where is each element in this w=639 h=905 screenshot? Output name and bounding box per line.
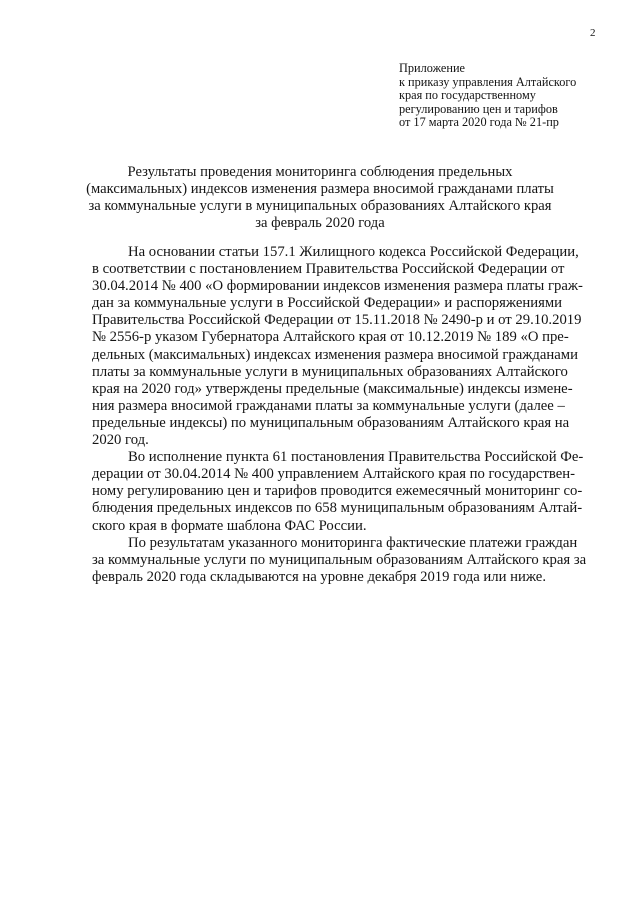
paragraph-line: дерации от 30.04.2014 № 400 управлением Алтайского края по государствен- — [92, 466, 576, 483]
paragraph-results — [92, 534, 587, 586]
page-number: 2 — [590, 27, 596, 39]
appendix-line: регулированию цен и тарифов — [399, 101, 558, 116]
paragraph-line: ского края в формате шаблона ФАС России. — [92, 517, 367, 534]
paragraph-line: платы за коммунальные услуги в муниципальных образованиях Алтайского — [92, 363, 568, 380]
paragraph-line: блюдения предельных индексов по 658 муниципальным образованиям Алтай- — [92, 500, 583, 517]
appendix-header — [399, 62, 619, 130]
paragraph-line: 30.04.2014 № 400 «О формировании индексов изменения размера платы граж- — [92, 278, 583, 295]
document-title — [80, 164, 560, 232]
paragraph-line: дельных (максимальных) индексах изменения размера вносимой гражданами — [92, 346, 578, 363]
title-line: Результаты проведения мониторинга соблюдения предельных — [127, 164, 513, 180]
title-line: (максимальных) индексов изменения размера вносимой гражданами платы — [86, 181, 554, 197]
paragraph-line: Правительства Российской Федерации от 15.11.2018 № 2490-р и от 29.10.2019 — [92, 312, 582, 329]
paragraph-line: в соответствии с постановлением Правительства Российской Федерации от — [92, 261, 565, 278]
paragraph-line: Во исполнение пункта 61 постановления Правительства Российской Фе- — [128, 449, 584, 466]
paragraph-line: ния размера вносимой гражданами платы за коммунальные услуги (далее – — [92, 397, 565, 414]
appendix-line: от 17 марта 2020 года № 21-пр — [399, 115, 559, 130]
appendix-line: Приложение — [399, 61, 465, 75]
paragraph-legal-basis — [92, 244, 583, 449]
document-body — [92, 244, 587, 586]
paragraph-line: дан за коммунальные услуги в Российской Федерации» и распоряжениями — [92, 295, 562, 312]
paragraph-line: предельные индексы) по муниципальным образованиям Алтайского края на — [92, 414, 570, 431]
paragraph-line: По результатам указанного мониторинга фактические платежи граждан — [128, 534, 578, 551]
paragraph-line: 2020 год. — [92, 432, 149, 449]
paragraph-line: за коммунальные услуги по муниципальным образованиям Алтайского края за — [92, 551, 587, 568]
paragraph-line: февраль 2020 года складываются на уровне декабря 2019 года или ниже. — [92, 568, 546, 585]
paragraph-line: № 2556-р указом Губернатора Алтайского края от 10.12.2019 № 189 «О пре- — [92, 329, 569, 346]
paragraph-line: ному регулированию цен и тарифов проводится ежемесячный мониторинг со- — [92, 483, 583, 500]
appendix-line: края по государственному — [399, 88, 536, 103]
title-line: за февраль 2020 года — [255, 215, 385, 231]
title-line: за коммунальные услуги в муниципальных образованиях Алтайского края — [88, 198, 552, 214]
paragraph-line: края на 2020 год» утверждены предельные (максимальные) индексы измене- — [92, 380, 573, 397]
paragraph-monitoring — [92, 449, 584, 534]
paragraph-line: На основании статьи 157.1 Жилищного кодекса Российской Федерации, — [128, 244, 579, 260]
appendix-line: к приказу управления Алтайского — [399, 74, 577, 89]
